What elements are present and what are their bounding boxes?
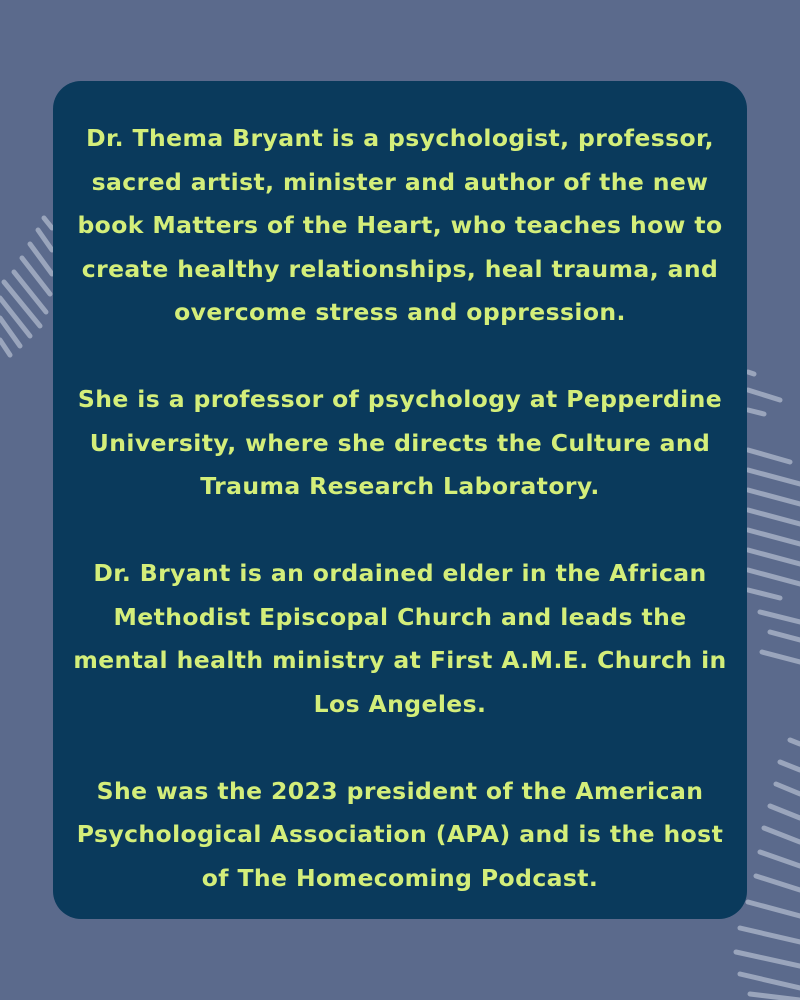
- bio-paragraph-ministry: Dr. Bryant is an ordained elder in the African Methodist Episcopal Church and leads the mental health ministry at First A.M.E. Church in Los Angeles.: [73, 559, 727, 718]
- bio-paragraph-professor: She is a professor of psychology at Pepperdine University, where she directs the Culture and Trauma Research Laboratory.: [77, 385, 723, 500]
- bio-card: [53, 81, 747, 919]
- bio-paragraph-apa: She was the 2023 president of the American Psychological Association (APA) and is the host of The Homecoming Podcast.: [76, 776, 724, 892]
- bio-paragraph-intro: Dr. Thema Bryant is a psychologist, professor, sacred artist, minister and author of the new book Matters of the Heart, who teaches how to create healthy relationships, heal trauma, and overcome stress and oppression.: [77, 124, 723, 326]
